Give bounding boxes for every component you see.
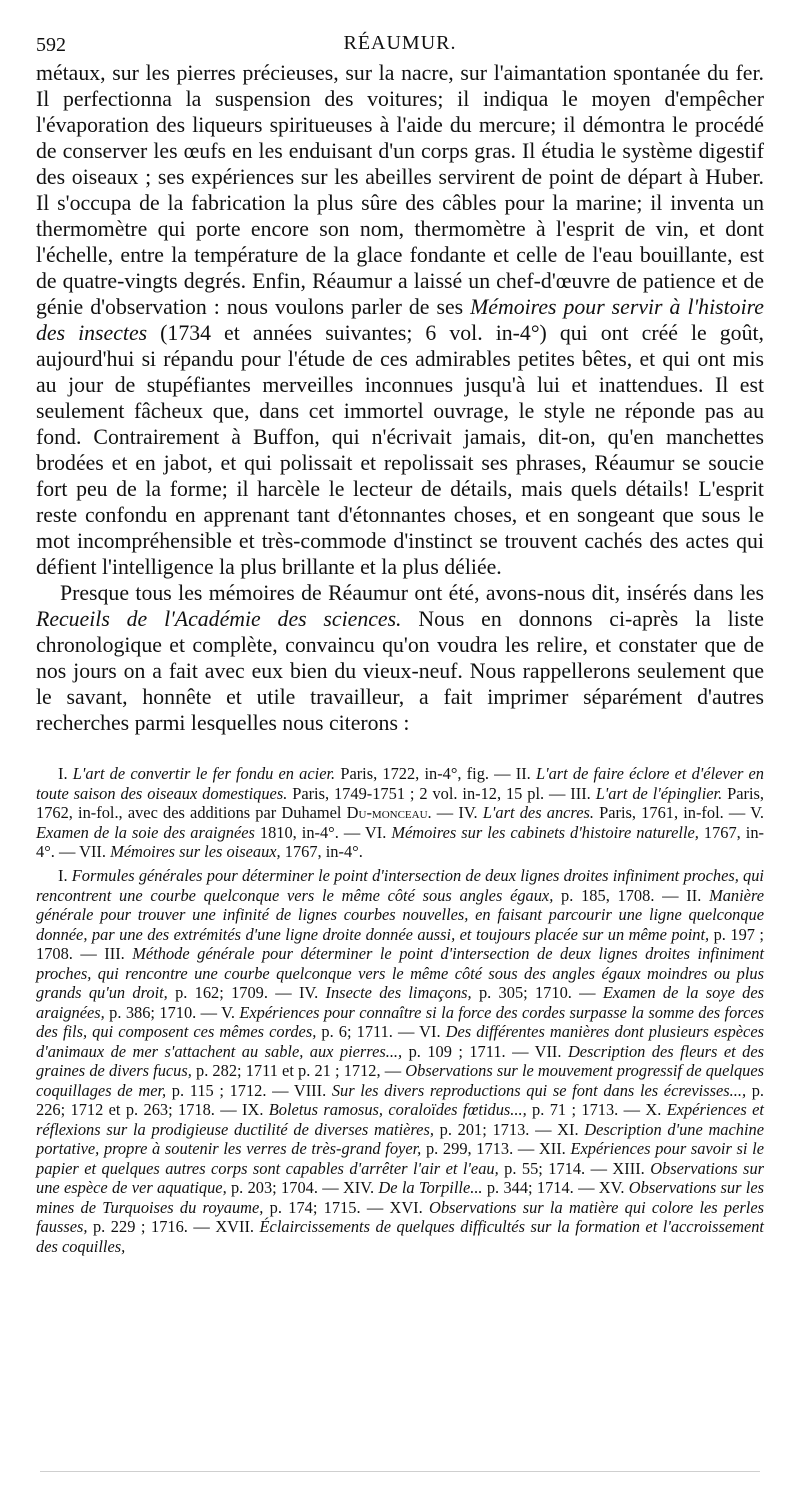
memoirs-paragraph: I. Formules générales pour déterminer le point d'intersection de deux lignes droites infiniment proches, qui rencontrent une courbe quelconque vers le même côté sous angles égaux, p. 185, 1708. — II. Manière générale pour trouver une infinité de lignes courbes nouvelles, en faisant parcourir une ligne quelconque donnée, par une des extrémités d'une ligne droite donnée aussi, et toujours placée sur un même point, p. 197 ; 1708. — III. Méthode générale pour déterminer le point d'intersection de deux lignes droites infiniment proches, qui rencontre une courbe quelconque vers le même côté sous des angles égaux moindres ou plus grands qu'un droit, p. 162; 1709. — IV. Insecte des limaçons, p. 305; 1710. — Examen de la soye des araignées, p. 386; 1710. — V. Expériences pour connaître si la force des cordes surpasse la somme des forces des fils, qui composent ces mêmes cordes, p. 6; 1711. — VI. Des différentes manières dont plusieurs espèces d'animaux de mer s'attachent au sable, aux pierres..., p. 109 ; 1711. — VII. Description des fleurs et des graines de divers fucus, p. 282; 1711 et p. 21 ; 1712, — Observations sur le mouvement progressif de quelques coquillages de mer, p. 115 ; 1712. — VIII. Sur les divers reproductions qui se font dans les écrevisses..., p. 226; 1712 et p. 263; 1718. — IX. Boletus ramosus, coraloïdes fœtidus..., p. 71 ; 1713. — X. Expériences et réflexions sur la prodigieuse ductilité de diverses matières, p. 201; 1713. — XI. Description d'une machine portative, propre à soutenir les verres de très-grand foyer, p. 299, 1713. — XII. Expériences pour savoir si le papier et quelques autres corps sont capables d'arrêter l'air et l'eau, p. 55; 1714. — XIII. Observations sur une espèce de ver aquatique, p. 203; 1704. — XIV. De la Torpille... p. 344; 1714. — XV. Observations sur les mines de Turquoises du royaume, p. 174; 1715. — XVI. Observations sur la matière qui colore les perles fausses, p. 229 ; 1716. — XVII. Éclaircissements de quelques difficultés sur la formation et l'accroissement des coquilles, xyxy=(36,866,765,1256)
paragraph-2 xyxy=(36,580,764,736)
separate-works-paragraph: I. L'art de convertir le fer fondu en acier. Paris, 1722, in-4°, fig. — II. L'art de faire éclore et d'élever en toute saison des oiseaux domestiques. Paris, 1749-1751 ; 2 vol. in-12, 15 pl. — III. L'art de l'épinglier. Paris, 1762, in-fol., avec des additions par Duhamel Du-monceau. — IV. L'art des ancres. Paris, 1761, in-fol. — V. Examen de la soie des araignées 1810, in-4°. — VI. Mémoires sur les cabinets d'histoire naturelle, 1767, in-4°. — VII. Mémoires sur les oiseaux, 1767, in-4°. xyxy=(36,764,764,861)
paragraph-2-text-b: Nous en donnons ci-après la liste chronologique et complète, convaincu qu'on voudra les relire, et constater que de nos jours on a fait avec eux bien du vieux-neuf. Nous rappellerons seulement que le savant, honnête et utile travailleur, a fait imprimer séparément d'autres recherches parmi lesquelles nous citerons : xyxy=(36,607,764,735)
author-name: Du-monceau xyxy=(346,803,428,822)
separate-works-list xyxy=(36,764,764,862)
paragraph-1-text-a: métaux, sur les pierres précieuses, sur la nacre, sur l'aimantation spontanée du fer. Il perfectionna la suspension des voitures; il indiqua le moyen d'empêcher l'évaporation des liqueurs spiritueuses à l'aide du mercure; il démontra le procédé de conserver les œufs en les enduisant d'un corps gras. Il étudia le système digestif des oiseaux ; ses expériences sur les abeilles servirent de point de départ à Huber. Il s'occupa de la fabrication la plus sûre des câbles pour la marine; il inventa un thermomètre qui porte encore son nom, thermomètre à l'esprit de vin, et dont l'échelle, entre la température de la glace fondante et celle de l'eau bouillante, est de quatre-vingts degrés. Enfin, Réaumur a laissé un chef-d'œuvre de patience et de génie d'observation : nous voulons parler de ses xyxy=(36,61,764,319)
memoirs-list xyxy=(36,866,764,1256)
work-title-insectes: Mémoires pour servir à l'histoire des insectes xyxy=(36,295,764,345)
main-text xyxy=(36,60,764,736)
paragraph-1-text-b: (1734 et années suivantes; 6 vol. in-4°) qui ont créé le goût, aujourd'hui si répandu pour l'étude de ces admirables petites bêtes, et qui ont mis au jour de stupéfiantes merveilles inconnues jusqu'à lui et inattendues. Il est seulement fâcheux que, dans cet immortel ouvrage, le style ne réponde pas au fond. Contrairement à Buffon, qui n'écrivait jamais, dit-on, qu'en manchettes brodées et en jabot, et qui polissait et repolissait ses phrases, Réaumur se soucie fort peu de la forme; il harcèle le lecteur de détails, mais quels détails! L'esprit reste confondu en apprenant tant d'étonnantes choses, et en songeant que sous le mot incompréhensible et très-commode d'instinct se trouvent cachés des actes qui défient l'intelligence la plus brillante et la plus déliée. xyxy=(36,321,764,579)
running-head: RÉAUMUR. xyxy=(343,32,457,54)
page-header xyxy=(36,18,764,56)
footer-rule xyxy=(40,1471,760,1472)
work-title-recueils: Recueils de l'Académie des sciences. xyxy=(36,607,402,631)
paragraph-2-text-a: Presque tous les mémoires de Réaumur ont été, avons-nous dit, insérés dans les xyxy=(60,581,764,605)
paragraph-1 xyxy=(36,60,764,580)
page-number: 592 xyxy=(36,34,66,56)
